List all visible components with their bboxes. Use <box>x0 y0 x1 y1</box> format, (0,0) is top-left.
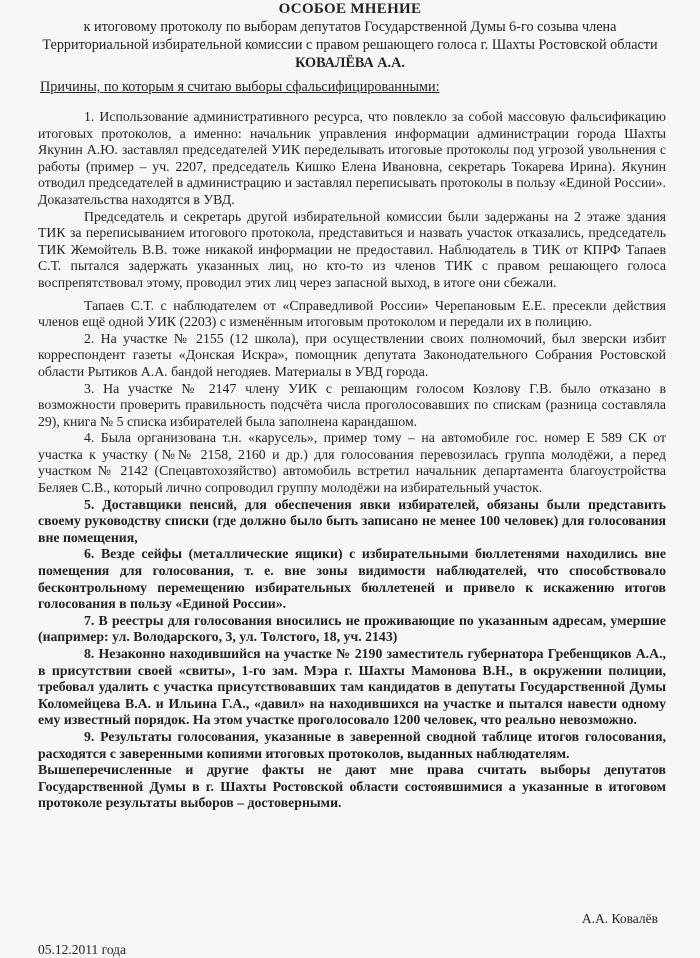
document-body <box>38 109 666 812</box>
paragraph-9: 7. В реестры для голосования вносились не проживающие по указанным адресам, умершие (например: ул. Володарского, 3, ул. Толстого, 18, уч. 2143) <box>38 612 666 645</box>
document-subtitle <box>40 18 660 72</box>
paragraph-1: 1. Использование административного ресурса, что повлекло за собой массовую фальсификацию итоговых протоколов, а именно: начальник управления информации администрации города Шахты Якунин А.Ю. заставлял председателей УИК переделывать итоговые протоколы под угрозой увольнения с работы (пример – уч. 2207, председатель Кишко Елена Ивановна, секретарь Токарева Ирина). Якунин отводил председателей в администрацию и заставлял переписывать протоколы в пользу «Единой России». Доказательства находятся в УВД. <box>38 109 666 207</box>
paragraph-6: 4. Была организована т.н. «карусель», пример тому – на автомобиле гос. номер Е 589 СК от участка к участку (№№ 2158, 2160 и др.) для голосования перевозилась группа молодёжи, а перед участком № 2142 (Спецавтохозяйство) автомобиль встретил начальник департамента благоустройства Беляев С.В., который лично сопроводил группу молодёжи на избирательный участок. <box>38 430 666 496</box>
paragraph-11: 9. Результаты голосования, указанные в заверенной сводной таблице итогов голосования, расходятся с заверенными копиями итоговых протоколов, выданных наблюдателям. <box>38 728 666 761</box>
document-title: ОСОБОЕ МНЕНИЕ <box>278 1 422 17</box>
paragraph-2: Председатель и секретарь другой избирательной комиссии были задержаны на 2 этаже здания ТИК за переписыванием итогового протокола, представиться и назвать участок отказались, председатель ТИК Жемойтель В.В. тоже никакой информации не предоставил. Наблюдатель в ТИК от КПРФ Тапаев С.Т. пытался задержать указанных лиц, но кто-то из членов ТИК с правом решающего голоса воспрепятствовал этому, проводил этих лиц через запасной выход, в итоге они сбежали. <box>38 208 666 290</box>
document-date: 05.12.2011 года <box>38 942 127 957</box>
paragraph-8: 6. Везде сейфы (металлические ящики) с избирательными бюллетенями находились вне помещения для голосования, т. е. вне зоны видимости наблюдателей, что способствовало бесконтрольному перемещению избирательных бюллетеней и привело к искажению итогов голосования в пользу «Единой России». <box>38 546 666 612</box>
paragraph-3: Тапаев С.Т. с наблюдателем от «Справедливой России» Черепановым Е.Е. пресекли действия членов ещё одной УИК (2203) с изменённым итоговым протоколом и передали их в полицию. <box>38 297 666 330</box>
subtitle-text: к итоговому протоколу по выборам депутатов Государственной Думы 6-го созыва члена Территориальной избирательной комиссии с правом решающего голоса г. Шахты Ростовской области <box>42 19 658 53</box>
paragraph-5: 3. На участке № 2147 члену УИК с решающим голосом Козлову Г.В. было отказано в возможности проверить правильность подсчёта числа проголосовавших по спискам (разница составляла 29), книга № 5 списка избирателей была заполнена карандашом. <box>38 380 666 429</box>
paragraph-7: 5. Доставщики пенсий, для обеспечения явки избирателей, обязаны были представить своему руководству списки (где должно было быть записано не менее 100 человек) для голосования вне помещения, <box>38 496 666 545</box>
paragraph-conclusion: Вышеперечисленные и другие факты не дают мне права считать выборы депутатов Государственной Думы в г. Шахты Ростовской области состоявшимися а указанные в итоговом протоколе результаты выборов – достоверными. <box>38 762 666 811</box>
reasons-heading: Причины, по которым я считаю выборы сфальсифицированными: <box>40 79 440 95</box>
subtitle-name: КОВАЛЁВА А.А. <box>295 55 405 71</box>
signature: А.А. Ковалёв <box>581 911 658 926</box>
paragraph-4: 2. На участке № 2155 (12 школа), при осуществлении своих полномочий, был зверски избит корреспондент газеты «Донская Искра», помощник депутата Законодательного Собрания Ростовской области Рытиков А.А. бандой негодяев. Материалы в УВД города. <box>38 330 666 379</box>
paragraph-10: 8. Незаконно находившийся на участке № 2190 заместитель губернатора Гребенщиков А.А., в присутствии своей «свиты», 1-го зам. Мэра г. Шахты Мамонова В.Н., в окружении полиции, требовал удалить с участка присутствовавших там кандидатов в депутаты Государственной Думы Коломейцева В.А. и Ильина Г.А., «давил» на находившихся на участке и пытался навести одному ему известный порядок. На этом участке проголосовало 1200 человек, что реально невозможно. <box>38 646 666 728</box>
